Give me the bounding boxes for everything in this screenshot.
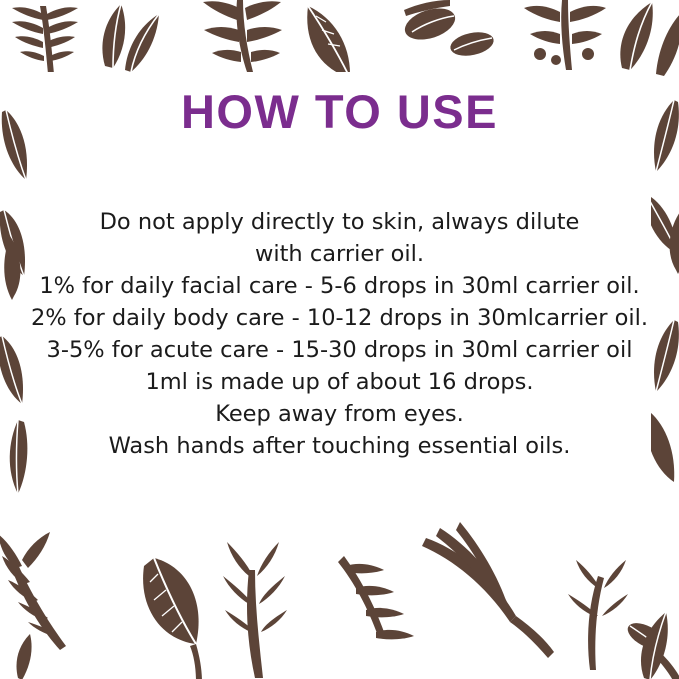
instruction-line: 1ml is made up of about 16 drops. bbox=[145, 368, 534, 395]
instruction-line: Wash hands after touching essential oils. bbox=[108, 432, 571, 459]
instruction-line: with carrier oil. bbox=[254, 240, 425, 267]
instructions-block bbox=[30, 207, 650, 463]
instruction-line: 3-5% for acute care - 15-30 drops in 30ml carrier oil bbox=[46, 336, 633, 363]
instruction-line: 1% for daily facial care - 5-6 drops in 30ml carrier oil. bbox=[39, 272, 640, 299]
instruction-line: Keep away from eyes. bbox=[215, 400, 464, 427]
page-title: HOW TO USE bbox=[180, 85, 499, 138]
instruction-line: Do not apply directly to skin, always dilute bbox=[99, 209, 580, 235]
instruction-line: 2% for daily body care - 10-12 drops in 30mlcarrier oil. bbox=[30, 304, 649, 331]
